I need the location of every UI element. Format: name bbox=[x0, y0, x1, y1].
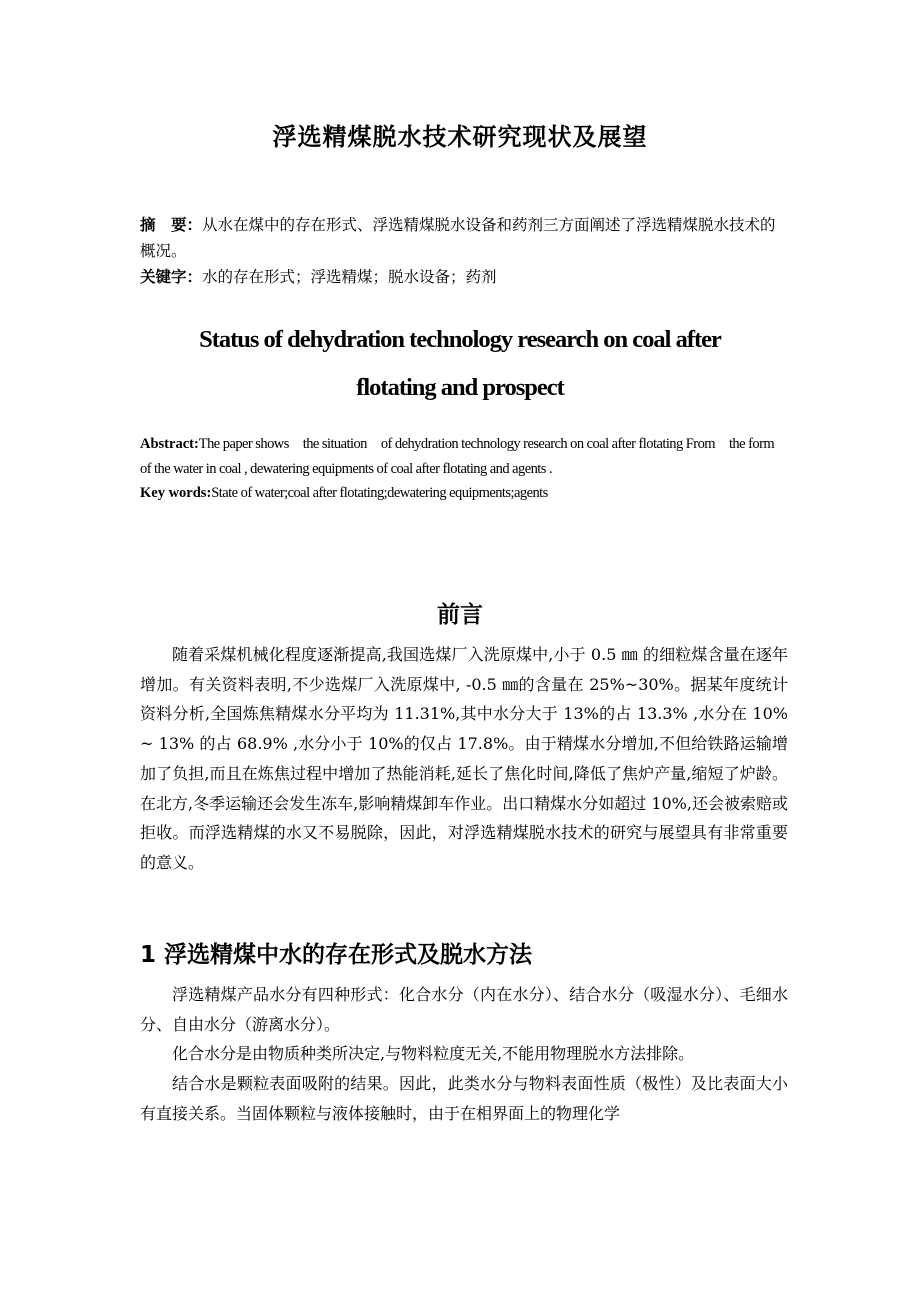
keywords-text-en: State of water;coal after flotating;dewatering equipments;agents bbox=[211, 485, 548, 501]
section-1-paragraph-3: 结合水是颗粒表面吸附的结果。因此，此类水分与物料表面性质（极性）及比表面大小有直接关系。当固体颗粒与液体接触时，由于在相界面上的物理化学 bbox=[140, 1074, 788, 1123]
english-abstract bbox=[140, 432, 788, 481]
abstract-label-cn: 摘 要： bbox=[140, 216, 203, 234]
chinese-title: 浮选精煤脱水技术研究现状及展望 bbox=[272, 123, 648, 151]
english-title-line-2: flotating and prospect bbox=[356, 374, 564, 401]
section-1-paragraph-1: 浮选精煤产品水分有四种形式：化合水分（内在水分）、结合水分（吸湿水分）、毛细水分、自由水分（游离水分）。 bbox=[140, 985, 788, 1034]
section-1-heading: 1 浮选精煤中水的存在形式及脱水方法 bbox=[140, 942, 533, 968]
preface-paragraph: 随着采煤机械化程度逐渐提高,我国选煤厂入洗原煤中,小于 0.5 ㎜ 的细粒煤含量在逐年增加。有关资料表明,不少选煤厂入洗原煤中, -0.5 ㎜的含量在 25%~30%。据某年度统计资料分析,全国炼焦精煤水分平均为 11.31%,其中水分大于 13%的占 13.3% ,水分在 10% ~ 13% 的占 68.9% ,水分小于 10%的仅占 17.8%。由于精煤水分增加,不但给铁路运输增加了负担,而且在炼焦过程中增加了热能消耗,延长了焦化时间,降低了焦炉产量,缩短了炉龄。在北方,冬季运输还会发生冻车,影响精煤卸车作业。出口精煤水分如超过 10%,还会被索赔或拒收。而浮选精煤的水又不易脱除，因此，对浮选精煤脱水技术的研究与展望具有非常重要的意义。 bbox=[140, 645, 788, 872]
keywords-label-cn: 关键字： bbox=[140, 268, 203, 286]
english-keywords bbox=[140, 481, 788, 506]
section-1-paragraph-2: 化合水分是由物质种类所决定,与物料粒度无关,不能用物理脱水方法排除。 bbox=[172, 1044, 695, 1064]
chinese-abstract bbox=[140, 212, 788, 264]
abstract-label-en: Abstract: bbox=[140, 436, 199, 452]
english-title bbox=[0, 316, 920, 412]
preface-body bbox=[140, 640, 788, 878]
english-title-line-1: Status of dehydration technology research on coal after bbox=[199, 326, 721, 353]
keywords-label-en: Key words: bbox=[140, 485, 212, 501]
english-abstract-block bbox=[140, 432, 788, 506]
keywords-text-cn: 水的存在形式；浮选精煤；脱水设备；药剂 bbox=[202, 268, 497, 286]
section-1-body bbox=[140, 980, 788, 1129]
chinese-keywords bbox=[140, 264, 788, 290]
chinese-abstract-block bbox=[140, 212, 788, 290]
abstract-text-en: The paper shows the situation of dehydration technology research on coal after flotating From the form of the water in coal , dewatering equipments of coal after flotating and agents . bbox=[140, 436, 775, 477]
preface-heading: 前言 bbox=[437, 602, 483, 628]
abstract-text-cn: 从水在煤中的存在形式、浮选精煤脱水设备和药剂三方面阐述了浮选精煤脱水技术的概况。 bbox=[140, 216, 776, 260]
